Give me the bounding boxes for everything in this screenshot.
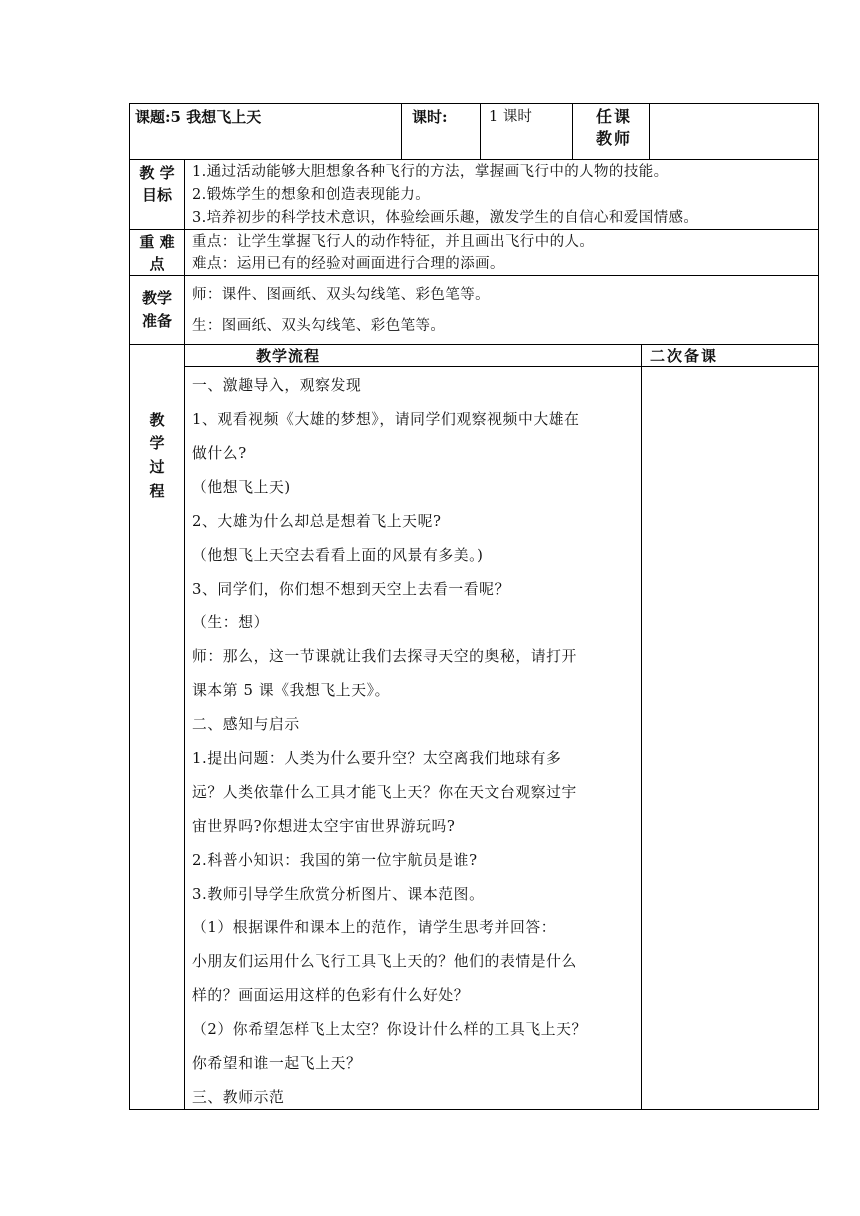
process-label-char: 学: [149, 434, 165, 452]
process-label-char: 过: [149, 458, 165, 476]
teacher-label-line1: 任课: [596, 107, 633, 126]
rule-header-3: [572, 103, 573, 160]
rule-after-header: [129, 159, 819, 160]
process-line: 3、同学们，你们想不想到天空上去看一看呢？: [192, 581, 510, 598]
process-column-header: 教学流程: [256, 347, 321, 365]
process-line: 2、大雄为什么却总是想着飞上天呢?: [192, 513, 442, 530]
rule-after-objectives: [129, 229, 819, 230]
process-line: 1.提出问题：人类为什么要升空？太空离我们地球有多: [192, 750, 562, 767]
objective-line: 2.锻炼学生的想象和创造表现能力。: [192, 187, 431, 203]
process-label-char: 程: [149, 482, 165, 500]
keypoint-line: 难点：运用已有的经验对画面进行合理的添画。: [192, 256, 505, 272]
process-line: 样的？画面运用这样的色彩有什么好处？: [192, 987, 470, 1004]
process-line: 宙世界吗?你想进太空宇宙世界游玩吗?: [192, 818, 456, 835]
keypoints-label-2: 点: [149, 255, 165, 273]
hours-label: 课时:: [412, 108, 448, 126]
rule-after-preparation: [129, 344, 819, 345]
objective-line: 3.培养初步的科学技术意识，体验绘画乐趣，激发学生的自信心和爱国情感。: [192, 210, 699, 226]
process-line: （他想飞上天空去看看上面的风景有多美。): [192, 547, 484, 564]
notes-column-header: 二次备课: [650, 347, 719, 365]
rule-header-1: [401, 103, 402, 160]
process-line: 一、激趣导入，观察发现: [192, 377, 362, 394]
keypoints-label-1: 重 难: [139, 233, 175, 251]
preparation-label-1: 教学: [141, 289, 172, 307]
preparation-teacher: 师：课件、图画纸、双头勾线笔、彩色笔等。: [192, 287, 490, 303]
objective-line: 1.通过活动能够大胆想象各种飞行的方法，掌握画飞行中的人物的技能。: [192, 164, 669, 180]
lesson-topic: 课题:5 我想飞上天: [135, 108, 262, 126]
process-line: 小朋友们运用什么飞行工具飞上天的？他们的表情是什么: [192, 953, 577, 970]
preparation-student: 生：图画纸、双头勾线笔、彩色笔等。: [192, 318, 446, 334]
rule-label-col: [184, 159, 185, 1110]
rule-header-4: [649, 103, 650, 160]
hours-value: 1 课时: [489, 109, 532, 125]
rule-header-2: [480, 103, 481, 160]
process-line: 你希望和谁一起飞上天？: [192, 1055, 362, 1072]
keypoint-line: 重点：让学生掌握飞行人的动作特征，并且画出飞行中的人。: [192, 234, 595, 250]
rule-after-keypoints: [129, 275, 819, 276]
rule-after-process-header: [184, 366, 819, 367]
process-line: （生：想）: [192, 614, 269, 631]
process-line: 1、观看视频《大雄的梦想》，请同学们观察视频中大雄在: [192, 411, 580, 428]
process-line: （他想飞上天): [192, 479, 291, 496]
process-line: （1）根据课件和课本上的范作，请学生思考并回答：: [192, 919, 557, 936]
process-line: 师：那么，这一节课就让我们去探寻天空的奥秘，请打开: [192, 648, 577, 665]
rule-right: [818, 103, 819, 1110]
objectives-label-2: 目标: [141, 186, 172, 204]
process-line: 远？人类依靠什么工具才能飞上天？你在天文台观察过宇: [192, 784, 577, 801]
preparation-label-2: 准备: [141, 312, 172, 330]
process-line: 做什么?: [192, 445, 247, 462]
process-line: 3.教师引导学生欣赏分析图片、课本范图。: [192, 886, 485, 903]
process-line: 2.科普小知识：我国的第一位宇航员是谁?: [192, 852, 478, 869]
rule-notes-col: [641, 344, 642, 1110]
process-line: 三、教师示范: [192, 1089, 285, 1106]
process-line: 课本第 5 课《我想飞上天》。: [192, 682, 390, 699]
process-label-char: 教: [149, 411, 165, 429]
process-line: 二、感知与启示: [192, 716, 300, 733]
objectives-label-1: 教 学: [139, 164, 175, 182]
teacher-label-line2: 教师: [596, 129, 633, 148]
rule-top: [129, 103, 819, 104]
rule-bottom: [129, 1109, 819, 1110]
process-line: （2）你希望怎样飞上太空？你设计什么样的工具飞上天？: [192, 1021, 587, 1038]
